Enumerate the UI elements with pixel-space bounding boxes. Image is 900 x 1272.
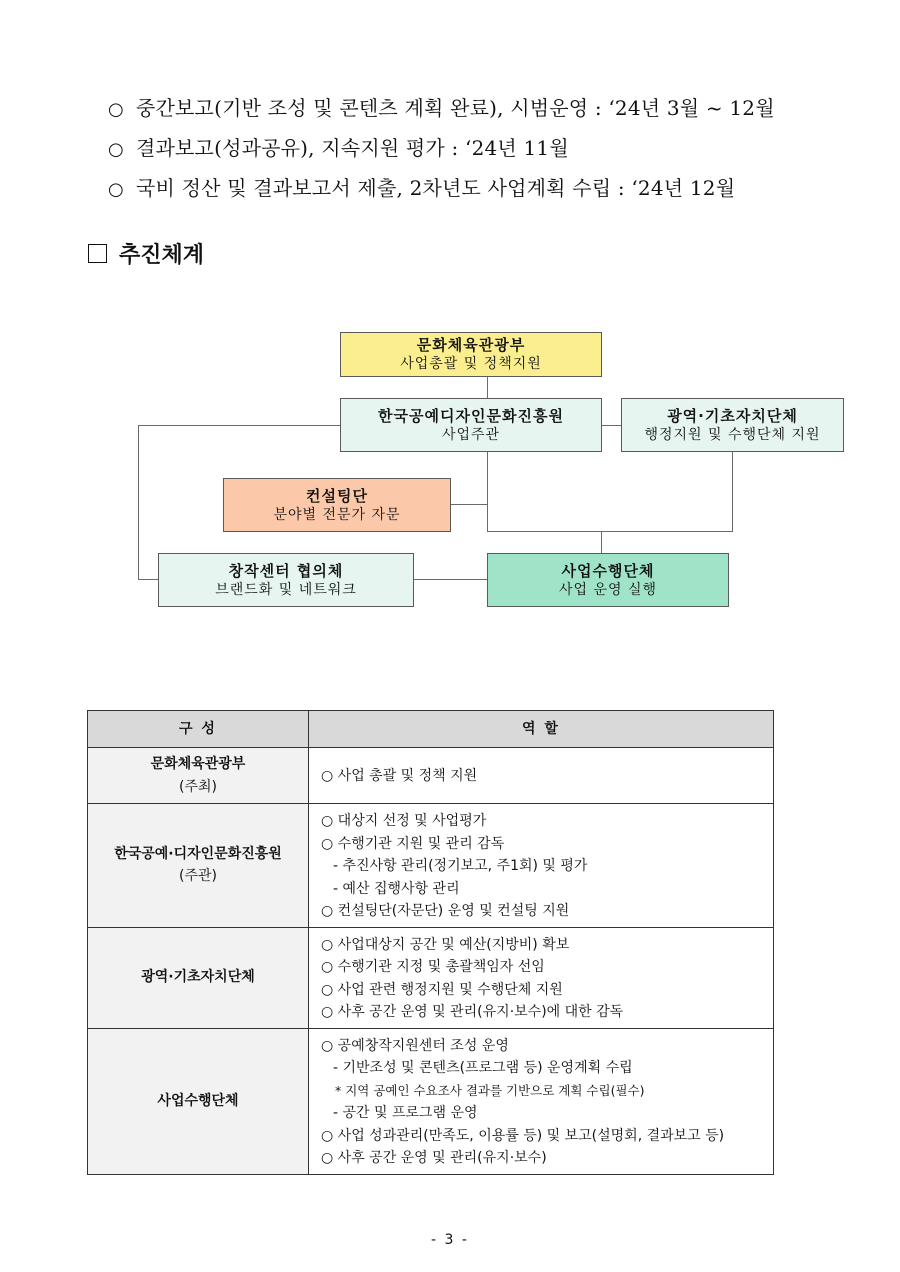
schedule-bullet (108, 176, 735, 202)
connector-line (450, 504, 487, 505)
org-box-title: 광역·기초자치단체 (667, 406, 798, 425)
org-cell (88, 927, 309, 1028)
connector-line (601, 425, 621, 426)
org-name: 광역·기초자치단체 (141, 969, 255, 986)
bullet-marker: ○ (108, 179, 124, 200)
bullet-text: 중간보고(기반 조성 및 콘텐츠 계획 완료), 시범운영 : ‘24년 3월 ~ 12월 (136, 96, 775, 120)
role-line: ○ 사업 관련 행정지원 및 수행단체 지원 (321, 981, 563, 998)
org-box-title: 문화체육관광부 (416, 336, 526, 354)
roles-table (87, 710, 774, 1175)
org-box-ministry (340, 332, 602, 377)
role-line: ○ 수행기관 지정 및 총괄책임자 선임 (321, 959, 545, 975)
role-cell (309, 927, 774, 1028)
connector-line (138, 425, 340, 426)
connector-line (138, 425, 139, 580)
org-name: 사업수행단체 (157, 1092, 239, 1109)
checkbox-square-icon (88, 244, 107, 263)
org-cell (88, 1028, 309, 1174)
section-heading (88, 238, 204, 269)
org-box-operator (487, 553, 729, 607)
role-line: ○ 대상지 선정 및 사업평가 (321, 813, 487, 829)
org-cell (88, 748, 309, 804)
role-line: ○ 공예창작지원센터 조성 운영 (321, 1037, 509, 1054)
connector-line (601, 531, 602, 554)
org-box-subtitle: 사업총괄 및 정책지원 (400, 356, 542, 372)
connector-line (414, 579, 488, 580)
table-row (88, 804, 774, 928)
role-line: ○ 사후 공간 운영 및 관리(유지·보수)에 대한 감독 (321, 1004, 624, 1020)
table-row (88, 748, 774, 804)
role-line: ○ 컨설팅단(자문단) 운영 및 컨설팅 지원 (321, 903, 570, 919)
org-box-kcdf (340, 398, 602, 452)
org-name: 한국공예·디자인문화진흥원 (114, 845, 282, 862)
table-row (88, 1028, 774, 1174)
role-line: - 예산 집행사항 관리 (333, 880, 460, 897)
role-line: ○ 사업 성과관리(만족도, 이용률 등) 및 보고(설명회, 결과보고 등) (321, 1127, 725, 1144)
role-line: ○ 사후 공간 운영 및 관리(유지·보수) (321, 1150, 547, 1166)
org-box-title: 사업수행단체 (561, 561, 655, 580)
role-line: - 공간 및 프로그램 운영 (333, 1105, 478, 1121)
org-name: 문화체육관광부 (150, 756, 246, 772)
connector-line (732, 452, 733, 532)
org-box-subtitle: 사업 운영 실행 (558, 581, 658, 598)
org-box-local-gov (621, 398, 844, 452)
bullet-text: 결과보고(성과공유), 지속지원 평가 : ‘24년 11월 (136, 136, 569, 160)
org-box-consulting (223, 478, 451, 532)
org-box-title: 컨설팅단 (306, 486, 368, 505)
org-box-subtitle: 행정지원 및 수행단체 지원 (644, 426, 821, 443)
role-cell (309, 748, 774, 804)
connector-line (487, 452, 488, 532)
connector-line (487, 376, 488, 398)
table-header-cell: 역 할 (309, 711, 774, 748)
org-box-subtitle: 사업주관 (441, 426, 501, 443)
bullet-marker: ○ (108, 139, 124, 160)
schedule-bullet (108, 136, 569, 162)
role-cell (309, 1028, 774, 1174)
table-header-cell: 구 성 (88, 711, 309, 748)
table-row (88, 927, 774, 1028)
role-line: * 지역 공예인 수요조사 결과를 기반으로 계획 수립(필수) (335, 1082, 645, 1098)
role-cell (309, 804, 774, 928)
bullet-marker: ○ (108, 99, 124, 120)
org-box-subtitle: 분야별 전문가 자문 (273, 506, 401, 523)
connector-line (138, 579, 159, 580)
org-role-tag: (주최) (179, 778, 217, 795)
schedule-bullet (108, 96, 775, 122)
bullet-text: 국비 정산 및 결과보고서 제출, 2차년도 사업계획 수립 : ‘24년 12월 (136, 176, 736, 200)
role-line: - 추진사항 관리(정기보고, 주1회) 및 평가 (333, 858, 588, 874)
page-number: - 3 - (431, 1232, 469, 1248)
org-box-title: 한국공예디자인문화진흥원 (378, 406, 564, 425)
section-title: 추진체계 (119, 243, 205, 268)
table-header-row (88, 711, 774, 748)
org-cell (88, 804, 309, 928)
connector-line (487, 531, 733, 532)
role-line: ○ 수행기관 지원 및 관리 감독 (321, 835, 505, 852)
org-box-subtitle: 브랜드화 및 네트워크 (215, 581, 357, 598)
org-role-tag: (주관) (179, 868, 217, 885)
org-box-title: 창작센터 협의체 (228, 561, 344, 580)
org-box-council (158, 553, 414, 607)
role-line: ○ 사업 총괄 및 정책 지원 (321, 768, 478, 785)
role-line: - 기반조성 및 콘텐츠(프로그램 등) 운영계획 수립 (333, 1060, 633, 1076)
role-line: ○ 사업대상지 공간 및 예산(지방비) 확보 (321, 936, 570, 953)
